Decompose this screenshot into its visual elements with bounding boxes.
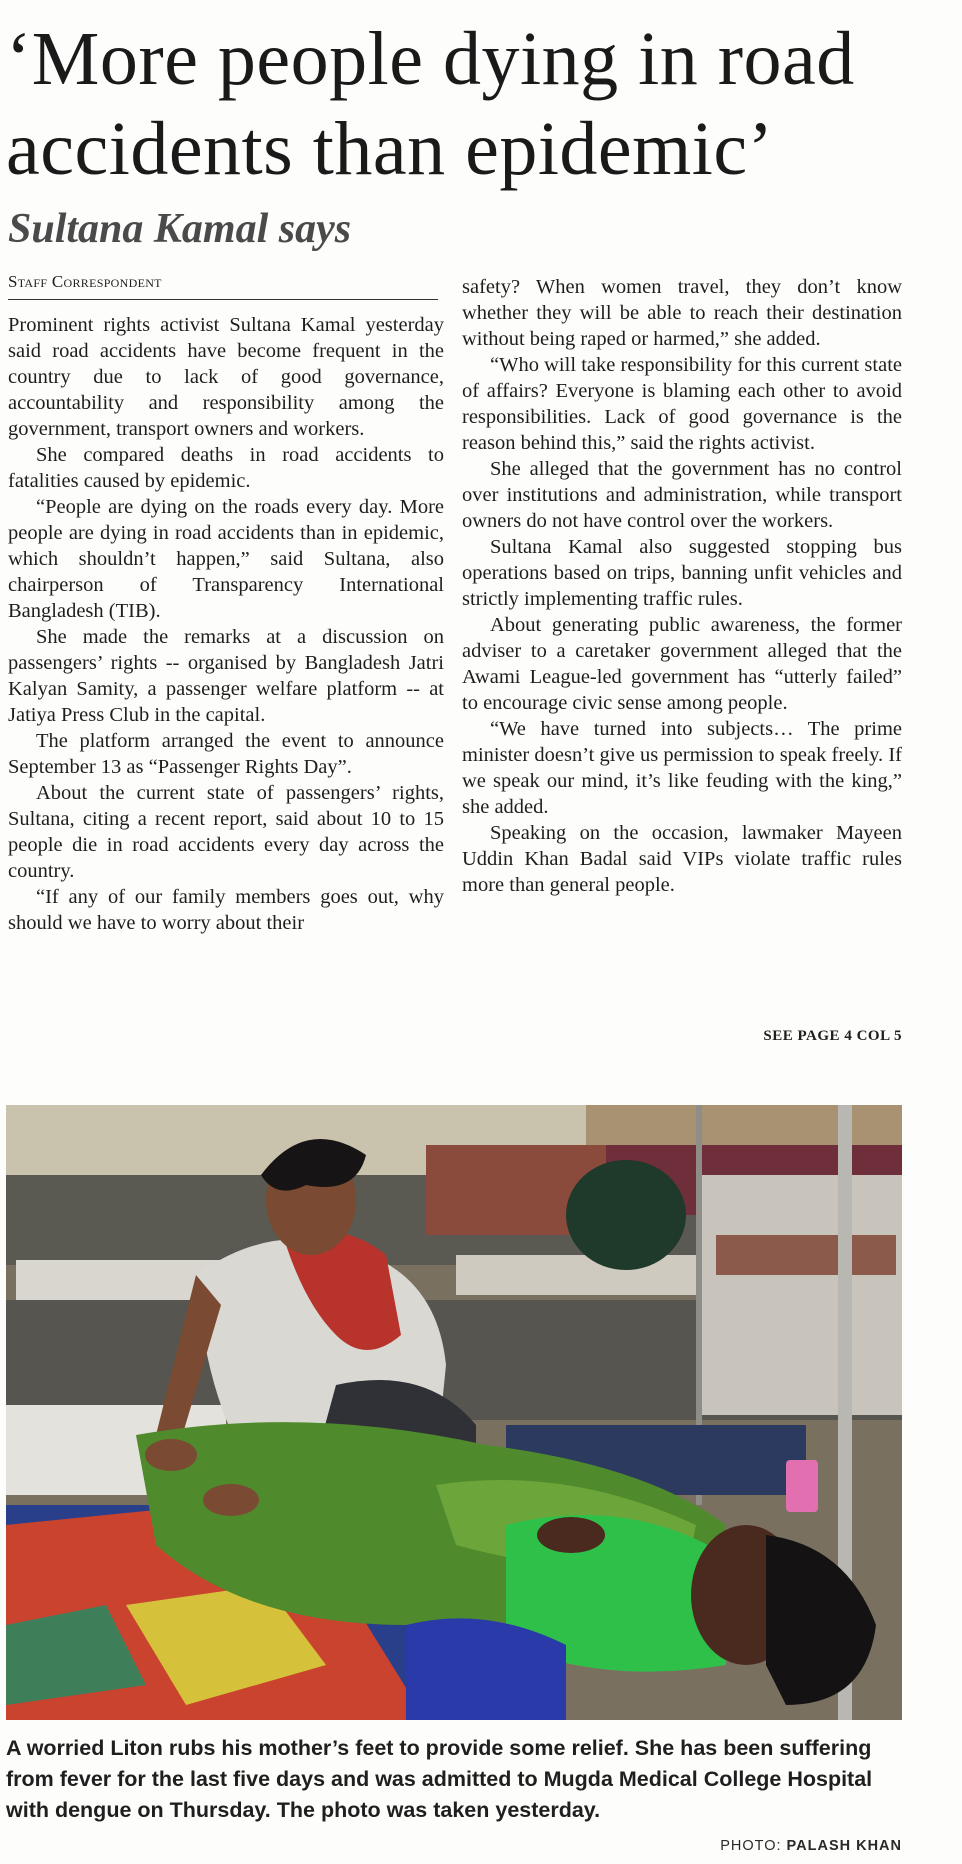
paragraph: Speaking on the occasion, lawmaker Mayeen Uddin Khan Badal said VIPs violate traffic rules more than general people. (462, 822, 902, 896)
paragraph: About the current state of passengers’ rights, Sultana, citing a recent report, said about 10 to 15 people die in road accidents every day across the country. (8, 782, 444, 882)
paragraph: Prominent rights activist Sultana Kamal yesterday said road accidents have become frequent in the country due to lack of good governance, accountability and responsibility among the government, transport owners and workers. (8, 314, 444, 440)
paragraph: “We have turned into subjects… The prime minister doesn’t give us permission to speak freely. If we speak our mind, it’s like feuding with the king,” she added. (462, 718, 902, 818)
news-photo (6, 1105, 902, 1720)
paragraph: She alleged that the government has no control over institutions and administration, while transport owners do not have control over the workers. (462, 458, 902, 532)
paragraph: “If any of our family members goes out, why should we have to worry about their (8, 886, 444, 934)
paragraph: “Who will take responsibility for this current state of affairs? Everyone is blaming each other to avoid responsibilities. Lack of good governance is the reason behind this,” said the rights activist. (462, 354, 902, 454)
kicker-subheadline: Sultana Kamal says (8, 206, 352, 252)
paragraph: Sultana Kamal also suggested stopping bus operations based on trips, banning unfit vehicles and strictly implementing traffic rules. (462, 536, 902, 610)
photo-credit (700, 1838, 902, 1854)
article-column-right (462, 274, 902, 898)
photo-caption: A worried Liton rubs his mother’s feet to provide some relief. She has been suffering from fever for the last five days and was admitted to Mugda Medical College Hospital with dengue on Thursday. The photo was taken yesterday. (6, 1736, 873, 1822)
headline (6, 14, 956, 194)
jump-line: SEE PAGE 4 COL 5 (763, 1028, 902, 1044)
article-column-left (8, 312, 444, 936)
paragraph: The platform arranged the event to announce September 13 as “Passenger Rights Day”. (8, 730, 444, 778)
photographer-name: PALASH KHAN (786, 1838, 902, 1854)
photo-credit-label: PHOTO: (720, 1838, 782, 1854)
paragraph: She made the remarks at a discussion on passengers’ rights -- organised by Bangladesh Jatri Kalyan Samity, a passenger welfare platform -- at Jatiya Press Club in the capital. (8, 626, 444, 726)
paragraph: “People are dying on the roads every day. More people are dying in road accidents than in epidemic, which shouldn’t happen,” said Sultana, also chairperson of Transparency International Bangladesh (TIB). (8, 496, 444, 622)
headline-line-2: accidents than epidemic’ (6, 107, 774, 191)
paragraph: She compared deaths in road accidents to fatalities caused by epidemic. (8, 444, 444, 492)
headline-line-1: ‘More people dying in road (6, 17, 855, 101)
hospital-ward-photo (6, 1105, 902, 1720)
paragraph: safety? When women travel, they don’t know whether they will be able to reach their destination without being raped or harmed,” she added. (462, 276, 902, 350)
byline: Staff Correspondent (8, 272, 438, 300)
paragraph: About generating public awareness, the former adviser to a caretaker government alleged that the Awami League-led government has “utterly failed” to encourage civic sense among people. (462, 614, 902, 714)
